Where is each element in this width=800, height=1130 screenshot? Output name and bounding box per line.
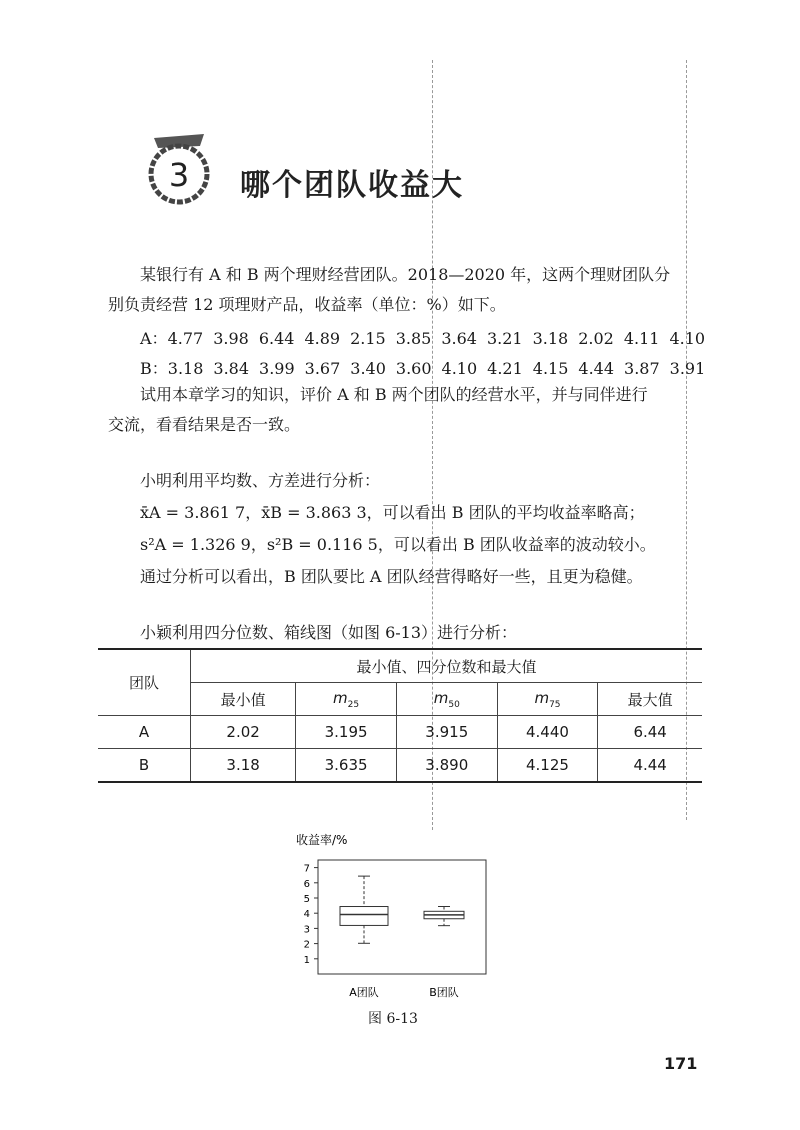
- x-category-label: B团队: [429, 986, 459, 999]
- returns-b-value: 3.87: [624, 359, 660, 378]
- table-cell: 3.195: [296, 716, 397, 749]
- section-number-badge: [140, 128, 218, 206]
- y-tick-label: 5: [303, 894, 310, 905]
- returns-a-value: 3.98: [213, 329, 249, 348]
- returns-a-value: 3.85: [395, 329, 432, 348]
- boxplot-chart: [296, 828, 496, 1004]
- returns-b-value: 3.84: [213, 359, 250, 378]
- page-number: 171: [664, 1054, 698, 1073]
- returns-a-value: 3.21: [486, 329, 523, 348]
- intro-line-1: 某银行有 A 和 B 两个理财经营团队。2018—2020 年，这两个理财团队分: [140, 265, 671, 284]
- table-row: [98, 749, 702, 783]
- table-header-cell: 最小值: [191, 683, 296, 716]
- returns-b-label: B：: [140, 359, 168, 378]
- returns-b-value: 3.18: [167, 359, 204, 378]
- returns-b-value: 3.99: [259, 359, 295, 378]
- returns-b-value: 3.60: [395, 359, 432, 378]
- table-cell-team: B: [98, 749, 191, 783]
- xiaoming-line-3: s²A = 1.326 9，s²B = 0.116 5，可以看出 B 团队收益率的波动较小。: [140, 535, 656, 554]
- returns-b-row: [140, 356, 715, 379]
- box: [340, 907, 388, 926]
- returns-a-row: [140, 326, 715, 349]
- table-cell: 6.44: [598, 716, 702, 749]
- y-tick-label: 6: [303, 878, 310, 890]
- table-header-cell: $m_{50}$: [396, 683, 497, 716]
- table-cell: 4.44: [598, 749, 702, 783]
- returns-b-value: 4.10: [441, 359, 478, 378]
- table-cell: 3.915: [396, 716, 497, 749]
- table-cell: 3.890: [396, 749, 497, 783]
- returns-b-value: 4.21: [487, 359, 523, 378]
- returns-a-value: 4.77: [167, 329, 204, 348]
- returns-a-value: 3.18: [532, 329, 569, 348]
- table-cell: 3.18: [191, 749, 296, 783]
- x-category-label: A团队: [349, 986, 379, 999]
- table-group-header: 最小值、四分位数和最大值: [191, 649, 703, 683]
- y-tick-label: 1: [303, 954, 310, 966]
- table-cell: 4.125: [497, 749, 598, 783]
- table-cell: 3.635: [296, 749, 397, 783]
- returns-a-value: 2.02: [578, 329, 614, 348]
- returns-a-value: 4.89: [304, 329, 341, 348]
- quartile-table: [98, 648, 702, 783]
- xiaoying-line-1: 小颖利用四分位数、箱线图（如图 6-13）进行分析：: [140, 623, 518, 642]
- returns-a-value: 4.10: [669, 329, 706, 348]
- returns-b-value: 3.40: [350, 359, 386, 378]
- returns-a-value: 2.15: [350, 329, 386, 348]
- returns-a-label: A：: [140, 329, 168, 348]
- y-tick-label: 3: [303, 924, 310, 936]
- y-axis-label: 收益率/%: [296, 833, 348, 847]
- returns-b-value: 4.44: [578, 359, 615, 378]
- returns-b-value: 3.91: [669, 359, 706, 378]
- section-title: 哪个团队收益大: [240, 168, 464, 203]
- table-header-cell: 最大值: [598, 683, 702, 716]
- xiaoming-line-1: 小明利用平均数、方差进行分析：: [140, 471, 381, 490]
- figure-caption: 图 6-13: [368, 1011, 418, 1027]
- xiaoming-line-2: x̄A = 3.861 7，x̄B = 3.863 3，可以看出 B 团队的平均收益率略高；: [140, 503, 645, 522]
- task-line-2: 交流，看看结果是否一致。: [108, 415, 301, 434]
- table-header-cell: $m_{25}$: [296, 683, 397, 716]
- table-cell-team: A: [98, 716, 191, 749]
- table-row: [98, 716, 702, 749]
- table-header-team: 团队: [98, 649, 191, 716]
- returns-a-value: 6.44: [258, 329, 295, 348]
- returns-a-value: 4.11: [623, 329, 660, 348]
- y-tick-label: 4: [303, 909, 310, 921]
- xiaoming-line-4: 通过分析可以看出，B 团队要比 A 团队经营得略好一些，且更为稳健。: [140, 567, 643, 586]
- y-tick-label: 7: [303, 863, 310, 875]
- intro-line-2: 别负责经营 12 项理财产品，收益率（单位：%）如下。: [108, 295, 506, 314]
- returns-b-value: 3.67: [304, 359, 341, 378]
- table-header-cell: $m_{75}$: [497, 683, 598, 716]
- task-line-1: 试用本章学习的知识，评价 A 和 B 两个团队的经营水平，并与同伴进行: [140, 385, 648, 404]
- returns-a-value: 3.64: [441, 329, 477, 348]
- section-number: 3: [168, 156, 190, 194]
- table-cell: 2.02: [191, 716, 296, 749]
- y-tick-label: 2: [303, 939, 310, 951]
- table-cell: 4.440: [497, 716, 598, 749]
- returns-b-value: 4.15: [532, 359, 569, 378]
